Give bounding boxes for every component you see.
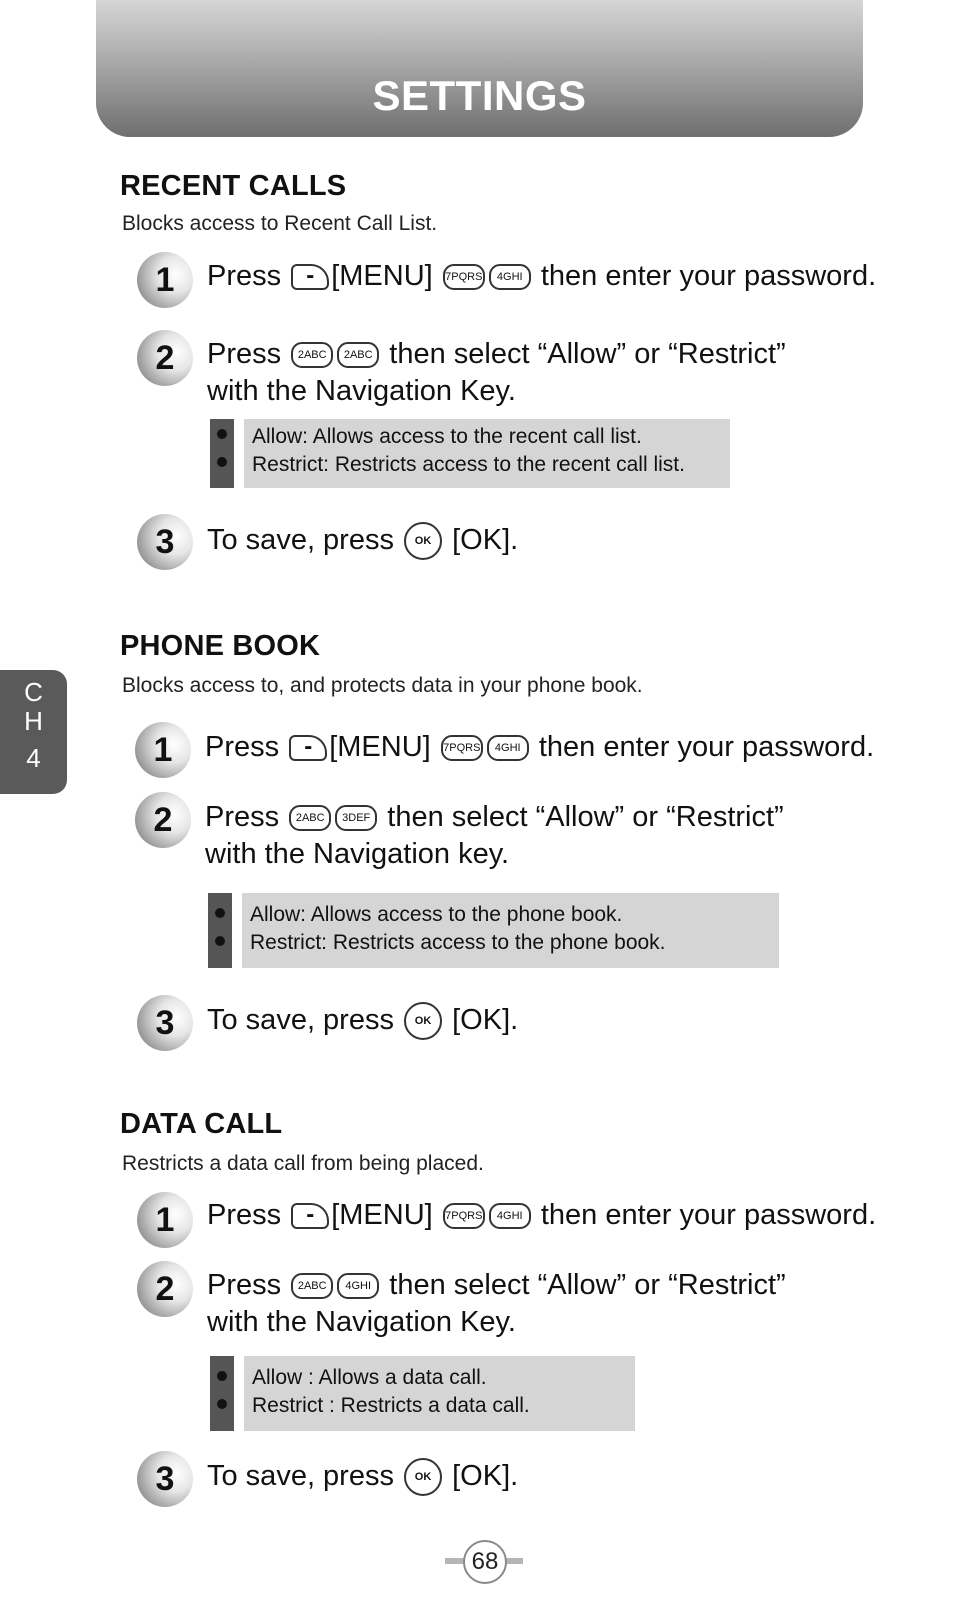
step-text-line2: with the Navigation key. bbox=[205, 838, 510, 870]
bullet-icon bbox=[215, 936, 225, 946]
step-number-2: 2 bbox=[137, 1261, 193, 1317]
key-7-icon: 7PQRS bbox=[443, 264, 485, 290]
step-text-post: [OK]. bbox=[452, 1004, 519, 1036]
key-3-icon: 3DEF bbox=[335, 805, 377, 831]
bullet-icon bbox=[217, 457, 227, 467]
step-1-text bbox=[205, 729, 874, 766]
step-number-1: 1 bbox=[135, 722, 191, 778]
step-2-text bbox=[205, 799, 784, 873]
page-number: 68 bbox=[463, 1540, 507, 1584]
menu-softkey-icon: - bbox=[289, 735, 327, 761]
note-bullet-bar bbox=[210, 1356, 234, 1431]
step-text-pre: Press bbox=[207, 1269, 282, 1301]
chapter-tab bbox=[0, 670, 67, 794]
ok-key-icon: OK bbox=[404, 1458, 442, 1496]
ok-key-icon: OK bbox=[404, 522, 442, 560]
step-3-text bbox=[207, 1002, 518, 1040]
note-bullet-bar bbox=[210, 419, 234, 488]
step-3-text bbox=[207, 1458, 518, 1496]
note-line: Restrict: Restricts access to the recent call list. bbox=[252, 453, 685, 476]
step-2-text bbox=[207, 1267, 786, 1341]
step-3-text bbox=[207, 522, 518, 560]
chapter-letter-h: H bbox=[24, 706, 43, 736]
chapter-number: 4 bbox=[26, 743, 41, 773]
section-description: Blocks access to Recent Call List. bbox=[122, 212, 438, 235]
menu-label: [MENU] bbox=[329, 731, 431, 763]
step-text-pre: Press bbox=[205, 731, 280, 763]
step-number-2: 2 bbox=[135, 792, 191, 848]
step-text-post: then select “Allow” or “Restrict” bbox=[389, 1269, 786, 1301]
menu-label: [MENU] bbox=[331, 1199, 433, 1231]
menu-softkey-icon: - bbox=[291, 1203, 329, 1229]
step-1-text bbox=[207, 258, 876, 295]
note-line: Allow : Allows a data call. bbox=[252, 1366, 487, 1389]
step-text-pre: Press bbox=[207, 338, 282, 370]
key-2-icon: 2ABC bbox=[291, 342, 333, 368]
key-4-icon: 4GHI bbox=[487, 735, 529, 761]
page-number-ornament bbox=[445, 1558, 465, 1564]
step-text-pre: To save, press bbox=[207, 1004, 394, 1036]
bullet-icon bbox=[215, 908, 225, 918]
step-text-post: then select “Allow” or “Restrict” bbox=[387, 801, 784, 833]
step-number-1: 1 bbox=[137, 252, 193, 308]
note-box bbox=[244, 419, 730, 488]
step-text-pre: To save, press bbox=[207, 524, 394, 556]
step-number-3: 3 bbox=[137, 514, 193, 570]
note-line: Allow: Allows access to the phone book. bbox=[250, 903, 623, 926]
key-4-icon: 4GHI bbox=[489, 264, 531, 290]
step-number-2: 2 bbox=[137, 330, 193, 386]
step-2-text bbox=[207, 336, 786, 410]
bullet-icon bbox=[217, 429, 227, 439]
step-number-3: 3 bbox=[137, 1451, 193, 1507]
note-line: Restrict: Restricts access to the phone book. bbox=[250, 931, 666, 954]
note-bullet-bar bbox=[208, 893, 232, 968]
note-line: Restrict : Restricts a data call. bbox=[252, 1394, 530, 1417]
step-text-post: then enter your password. bbox=[540, 1199, 877, 1231]
step-text-line2: with the Navigation Key. bbox=[207, 1306, 516, 1338]
section-title: DATA CALL bbox=[120, 1108, 283, 1140]
header-banner bbox=[96, 0, 863, 137]
section-title: PHONE BOOK bbox=[120, 630, 321, 662]
step-text-post: then enter your password. bbox=[540, 260, 877, 292]
step-number-3: 3 bbox=[137, 995, 193, 1051]
note-box bbox=[244, 1356, 635, 1431]
step-text-post: then enter your password. bbox=[538, 731, 875, 763]
step-text-pre: To save, press bbox=[207, 1460, 394, 1492]
menu-label: [MENU] bbox=[331, 260, 433, 292]
bullet-icon bbox=[217, 1399, 227, 1409]
step-text-post: [OK]. bbox=[452, 1460, 519, 1492]
bullet-icon bbox=[217, 1371, 227, 1381]
key-4-icon: 4GHI bbox=[337, 1273, 379, 1299]
page-title: SETTINGS bbox=[372, 72, 587, 119]
step-text-post: then select “Allow” or “Restrict” bbox=[389, 338, 786, 370]
step-text-pre: Press bbox=[207, 260, 282, 292]
menu-softkey-icon: - bbox=[291, 264, 329, 290]
ok-key-icon: OK bbox=[404, 1002, 442, 1040]
key-2-icon: 2ABC bbox=[337, 342, 379, 368]
key-2-icon: 2ABC bbox=[291, 1273, 333, 1299]
step-number-1: 1 bbox=[137, 1192, 193, 1248]
key-7-icon: 7PQRS bbox=[443, 1203, 485, 1229]
step-text-pre: Press bbox=[205, 801, 280, 833]
note-line: Allow: Allows access to the recent call list. bbox=[252, 425, 642, 448]
key-7-icon: 7PQRS bbox=[441, 735, 483, 761]
step-text-post: [OK]. bbox=[452, 524, 519, 556]
section-description: Restricts a data call from being placed. bbox=[122, 1152, 484, 1175]
step-text-line2: with the Navigation Key. bbox=[207, 375, 516, 407]
step-1-text bbox=[207, 1197, 876, 1234]
key-2-icon: 2ABC bbox=[289, 805, 331, 831]
note-box bbox=[242, 893, 779, 968]
section-description: Blocks access to, and protects data in your phone book. bbox=[122, 674, 643, 697]
step-text-pre: Press bbox=[207, 1199, 282, 1231]
key-4-icon: 4GHI bbox=[489, 1203, 531, 1229]
chapter-letter-c: C bbox=[24, 677, 43, 707]
section-title: RECENT CALLS bbox=[120, 170, 347, 202]
